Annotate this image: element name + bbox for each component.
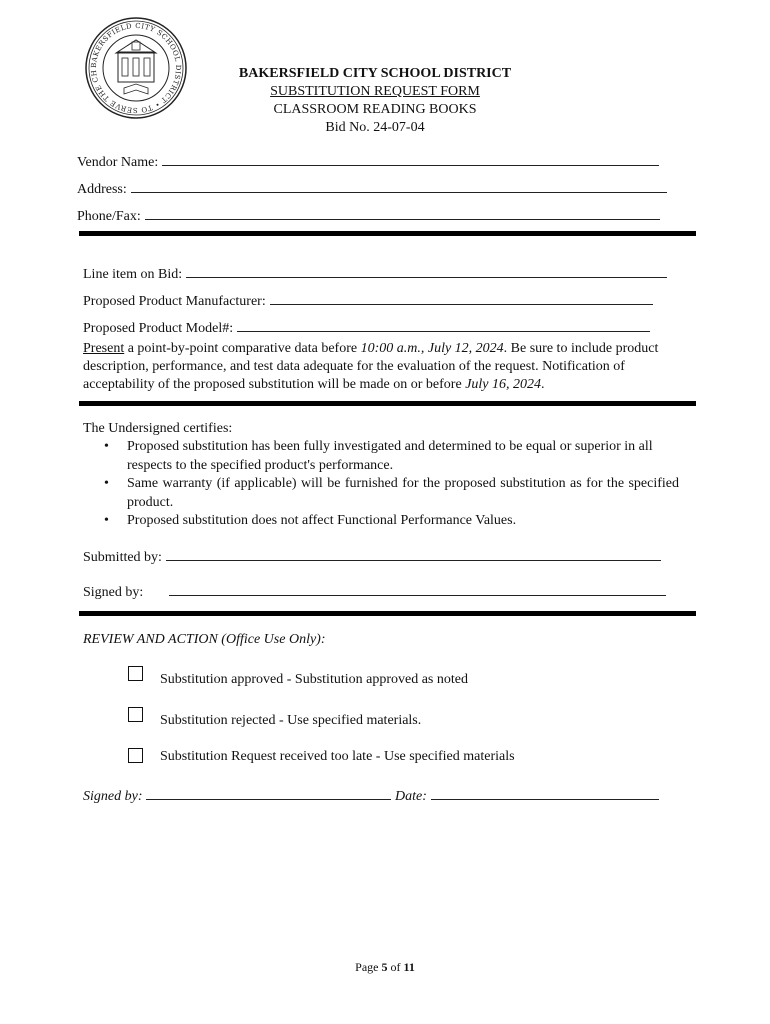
model-line[interactable] xyxy=(237,318,650,332)
manufacturer-field[interactable] xyxy=(83,291,653,310)
manufacturer-line[interactable] xyxy=(270,291,653,305)
signed-by-line[interactable] xyxy=(169,582,666,596)
phone-fax-label: Phone/Fax: xyxy=(77,209,141,224)
manufacturer-label: Proposed Product Manufacturer: xyxy=(83,294,266,309)
review-signed-by-line[interactable] xyxy=(146,786,391,800)
signed-by-field[interactable] xyxy=(83,582,666,601)
page-footer xyxy=(0,960,770,975)
approved-option-label: Substitution approved - Substitution approved as noted xyxy=(160,672,468,687)
document-header xyxy=(200,65,550,137)
address-field[interactable] xyxy=(77,179,667,198)
model-label: Proposed Product Model#: xyxy=(83,321,234,336)
present-instructions xyxy=(83,340,683,394)
rejected-option-label: Substitution rejected - Use specified materials. xyxy=(160,713,422,728)
deadline: 10:00 a.m., July 12, 2024 xyxy=(360,341,504,356)
section-divider xyxy=(79,231,696,236)
review-date-line[interactable] xyxy=(431,786,659,800)
review-heading: REVIEW AND ACTION (Office Use Only): xyxy=(83,632,326,647)
bullet-icon: • xyxy=(104,476,109,491)
form-subject: CLASSROOM READING BOOKS xyxy=(273,102,477,117)
approved-checkbox[interactable] xyxy=(128,666,143,681)
bullet-icon: • xyxy=(104,513,109,528)
submitted-by-field[interactable] xyxy=(83,547,661,566)
certify-bullet-2: Same warranty (if applicable) will be furnished for the proposed substitution as for the specified product. xyxy=(127,476,679,510)
line-item-field[interactable] xyxy=(83,264,667,283)
review-date-label: Date: xyxy=(394,789,427,804)
list-item xyxy=(104,512,679,531)
section-divider xyxy=(79,611,696,616)
district-seal-logo xyxy=(84,16,188,120)
list-item xyxy=(104,438,679,475)
bid-number: Bid No. 24-07-04 xyxy=(325,120,425,135)
certify-bullet-3: Proposed substitution does not affect Functional Performance Values. xyxy=(127,513,517,528)
phone-fax-field[interactable] xyxy=(77,206,660,225)
section-divider xyxy=(79,401,696,406)
review-signature-row[interactable] xyxy=(83,786,659,805)
present-text-1: a point-by-point comparative data before xyxy=(124,341,361,356)
form-title: SUBSTITUTION REQUEST FORM xyxy=(270,84,480,99)
phone-fax-line[interactable] xyxy=(145,206,660,220)
line-item-line[interactable] xyxy=(186,264,667,278)
submitted-by-label: Submitted by: xyxy=(83,550,162,565)
address-label: Address: xyxy=(77,182,127,197)
vendor-name-field[interactable] xyxy=(77,152,659,171)
address-line[interactable] xyxy=(131,179,667,193)
page-number: 5 xyxy=(381,960,388,974)
vendor-name-line[interactable] xyxy=(162,152,659,166)
certify-list xyxy=(104,438,679,531)
present-text-3: . xyxy=(541,377,545,392)
svg-text:BAKERSFIELD CITY SCHOOL DISTRI: BAKERSFIELD CITY SCHOOL DISTRICT • TO SERVE THE CH xyxy=(89,21,183,115)
review-signed-by-label: Signed by: xyxy=(83,789,143,804)
too-late-checkbox[interactable] xyxy=(128,748,143,763)
signed-by-label: Signed by: xyxy=(83,585,144,600)
model-field[interactable] xyxy=(83,318,650,337)
line-item-label: Line item on Bid: xyxy=(83,267,183,282)
district-name: BAKERSFIELD CITY SCHOOL DISTRICT xyxy=(238,66,512,81)
rejected-checkbox[interactable] xyxy=(128,707,143,722)
vendor-name-label: Vendor Name: xyxy=(77,155,159,170)
notify-date: July 16, 2024 xyxy=(465,377,542,392)
submitted-by-line[interactable] xyxy=(166,547,661,561)
too-late-option-label: Substitution Request received too late - Use specified materials xyxy=(160,749,515,764)
page-total: 11 xyxy=(403,960,415,974)
list-item xyxy=(104,475,679,512)
present-text-2: . Be sure to include product description, performance, and test data adequate for the evaluation of the request. Notification of acceptability of the proposed substitution will be made on or before xyxy=(83,341,659,392)
bullet-icon: • xyxy=(104,439,109,454)
certify-heading: The Undersigned certifies: xyxy=(83,421,233,436)
page-word: Page xyxy=(355,960,379,974)
present-word: Present xyxy=(83,341,125,356)
certify-bullet-1: Proposed substitution has been fully investigated and determined to be equal or superior in all respects to the specified product's performance. xyxy=(127,439,653,473)
of-word: of xyxy=(390,960,401,974)
